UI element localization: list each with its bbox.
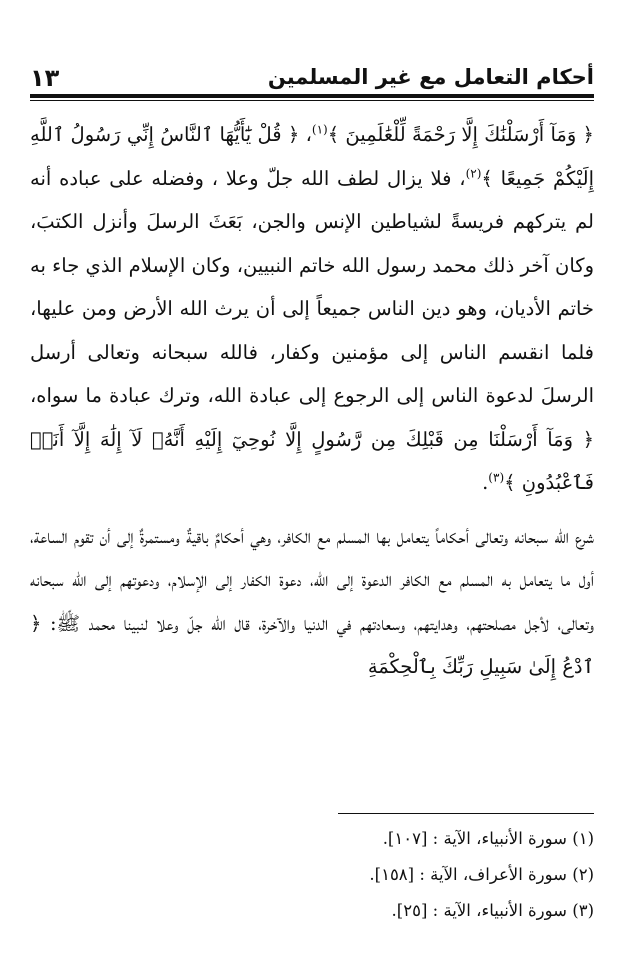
page-number: ١٣ — [30, 64, 60, 92]
separator: ، — [299, 123, 312, 146]
footnote-3: (٣) سورة الأنبياء، الآية : [٢٥]. — [391, 901, 594, 920]
footnote-ref-3: (٣) — [488, 470, 505, 485]
paragraph-1-end: . — [482, 471, 489, 494]
running-title: أحكام التعامل مع غير المسلمين — [267, 65, 594, 89]
paragraph-2 — [30, 515, 594, 689]
footnote-ref-1: (١) — [311, 122, 328, 137]
paragraph-1-text: ، فلا يزال لطف الله جلّ وعلا ، وفضله على عباده أنه لم يتركهم فريسةً لشياطين الإنس والجن، بَعَثَ الرسلَ وأنزل الكتبَ، وكان آخر ذلك محمد رسول الله خاتم النبيين، وكان الإسلام الذي جاء به خاتم الأديان، وهو دين الناس جميعاً إلى أن يرث الله الأرض ومن عليها، فلما انقسم الناس إلى مؤمنين وكفار، فالله سبحانه وتعالى أرسل الرسلَ لدعوة الناس إلى الرجوع إلى عبادة الله، وترك عبادة ما سواه، — [30, 166, 594, 407]
paragraph-1 — [30, 113, 594, 505]
footnotes — [30, 821, 594, 929]
main-text — [30, 113, 594, 689]
header-rule-thick — [30, 94, 594, 98]
quran-verse-4: ﴿ ٱدْعُ إِلَىٰ سَبِيلِ رَبِّكَ بِٱلْحِكْمَةِ — [30, 611, 594, 678]
header-rule-thin — [30, 100, 594, 101]
quran-verse-3: ﴿ وَمَآ أَرْسَلْنَا مِن قَبْلِكَ مِن رَّسُولٍ إِلَّا نُوحِيٓ إِلَيْهِ أَنَّهُۥ لَآ إِلَٰهَ إِلَّآ أَنَا۠ فَٱعْبُدُونِ ﴾ — [30, 427, 594, 494]
paragraph-2-text: شرع الله سبحانه وتعالى أحكاماً يتعامل بها المسلم مع الكافر، وهي أحكامٌ باقيةٌ ومستمرةٌ إلى أن تقوم الساعة، أول ما يتعامل به المسلم مع الكافر الدعوة إلى الله، دعوة الكفار إلى الإسلام، ودعوتهم إلى الله سبحانه وتعالى، لأجل مصلحتهم، وهدايتهم، وسعادتهم في الدنيا والآخرة، قال الله جلّ وعلا لنبينا محمد ﷺ: — [30, 524, 594, 635]
book-page — [0, 46, 628, 976]
footnote-divider — [338, 813, 594, 814]
footnote-ref-2: (٢) — [465, 166, 482, 180]
page-header — [30, 46, 594, 92]
quran-verse-2: ﴿ قُلْ يَٰٓأَيُّهَا ٱلنَّاسُ إِنِّي رَسُولُ ٱللَّهِ إِلَيْكُمْ جَمِيعًا ﴾ — [30, 123, 594, 190]
footnote-1: (١) سورة الأنبياء، الآية : [١٠٧]. — [382, 829, 594, 848]
footnote-2: (٢) سورة الأعراف، الآية : [١٥٨]. — [369, 865, 594, 884]
quran-verse-1: ﴿ وَمَآ أَرْسَلْنَٰكَ إِلَّا رَحْمَةً لِّلْعَٰلَمِينَ ﴾ — [327, 123, 594, 146]
